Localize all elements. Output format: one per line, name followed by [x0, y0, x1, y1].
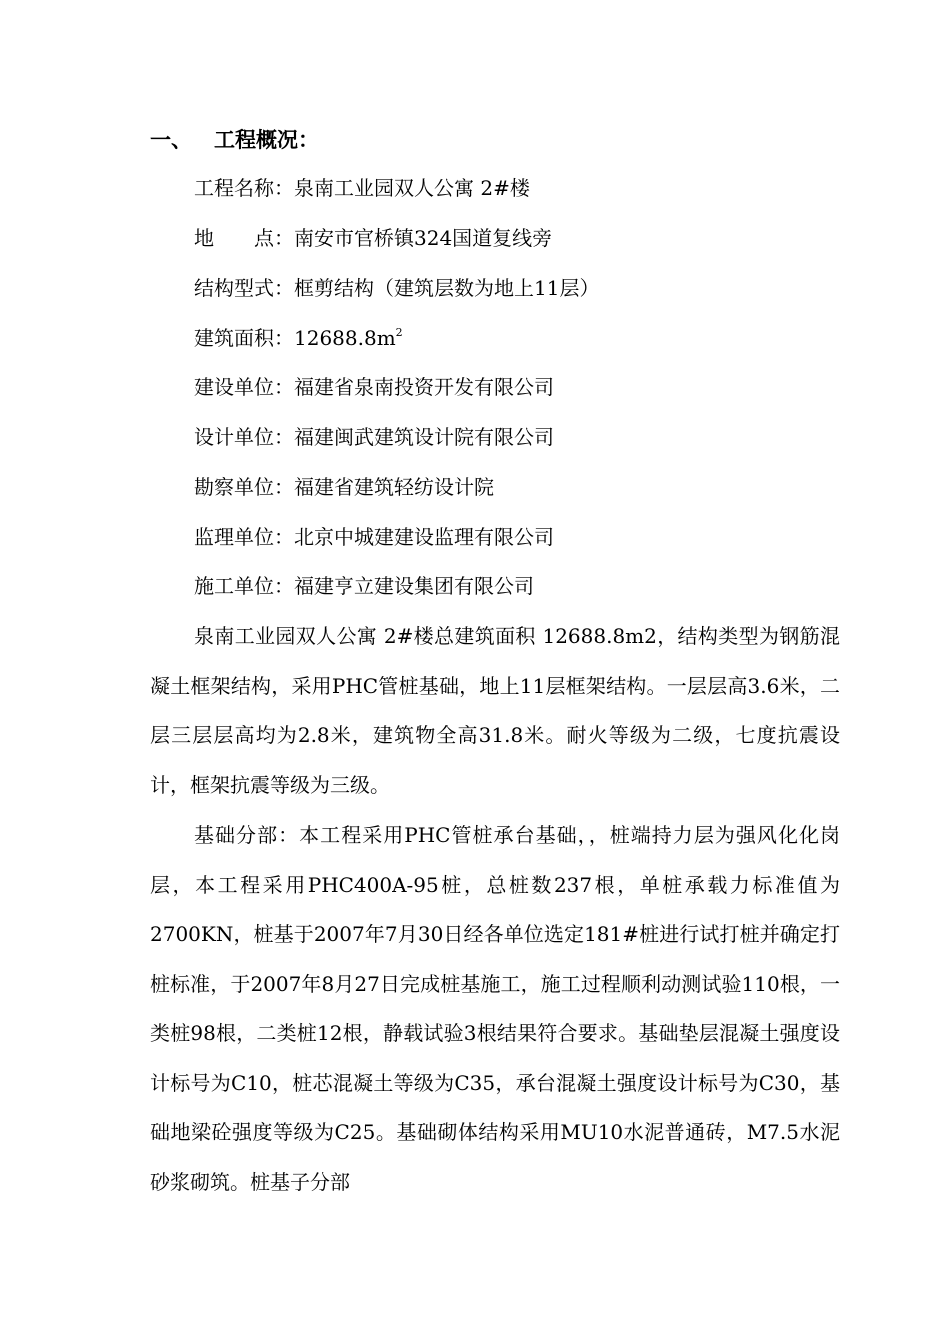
section-heading	[150, 120, 319, 160]
area-value: 12688.8m	[294, 326, 396, 350]
section-title: 工程概况：	[214, 128, 319, 152]
structure-line	[194, 268, 599, 308]
area-line	[194, 318, 403, 358]
contractor-value: 福建亨立建设集团有限公司	[294, 574, 534, 598]
project-name-line	[194, 168, 530, 208]
structure-value: 框剪结构（建筑层数为地上11层）	[294, 276, 600, 300]
project-name-value: 泉南工业园双人公寓 2#楼	[294, 176, 530, 200]
surveyor-value: 福建省建筑轻纺设计院	[294, 475, 494, 499]
supervisor-line	[194, 517, 554, 557]
location-line	[194, 218, 552, 258]
area-label: 建筑面积：	[194, 326, 294, 350]
supervisor-value: 北京中城建建设监理有限公司	[294, 525, 554, 549]
section-number: 一、	[150, 128, 192, 152]
designer-line	[194, 417, 554, 457]
foundation-paragraph: 基础分部：本工程采用PHC管桩承台基础，，桩端持力层为强风化化岗层，本工程采用PHC400A-95桩，总桩数237根，单桩承载力标准值为2700KN，桩基于2007年7月30日经各单位选定181#桩进行试打桩并确定打桩标准，于2007年8月27日完成桩基施工，施工过程顺利动测试验110根，一类桩98根，二类桩12根，静载试验3根结果符合要求。基础垫层混凝土强度设计标号为C10，桩芯混凝土等级为C35，承台混凝土强度设计标号为C30，基础地梁砼强度等级为C25。基础砌体结构采用MU10水泥普通砖，M7.5水泥砂浆砌筑。桩基子分部	[150, 823, 840, 1194]
designer-value: 福建闽武建筑设计院有限公司	[294, 425, 554, 449]
owner-label: 建设单位：	[194, 375, 294, 399]
designer-label: 设计单位：	[194, 425, 294, 449]
area-unit-superscript: 2	[395, 326, 403, 339]
location-label: 地 点：	[194, 226, 294, 250]
overview-paragraph: 泉南工业园双人公寓 2#楼总建筑面积 12688.8m2，结构类型为钢筋混凝土框架结构，采用PHC管桩基础，地上11层框架结构。一层层高3.6米，二层三层层高均为2.8米，建筑物全高31.8米。耐火等级为二级，七度抗震设计，框架抗震等级为三级。	[150, 624, 840, 797]
structure-label: 结构型式：	[194, 276, 294, 300]
surveyor-label: 勘察单位：	[194, 475, 294, 499]
contractor-label: 施工单位：	[194, 574, 294, 598]
supervisor-label: 监理单位：	[194, 525, 294, 549]
location-value: 南安市官桥镇324国道复线旁	[294, 226, 553, 250]
project-name-label: 工程名称：	[194, 176, 294, 200]
surveyor-line	[194, 467, 494, 507]
owner-line	[194, 367, 554, 407]
contractor-line	[194, 566, 534, 606]
owner-value: 福建省泉南投资开发有限公司	[294, 375, 554, 399]
